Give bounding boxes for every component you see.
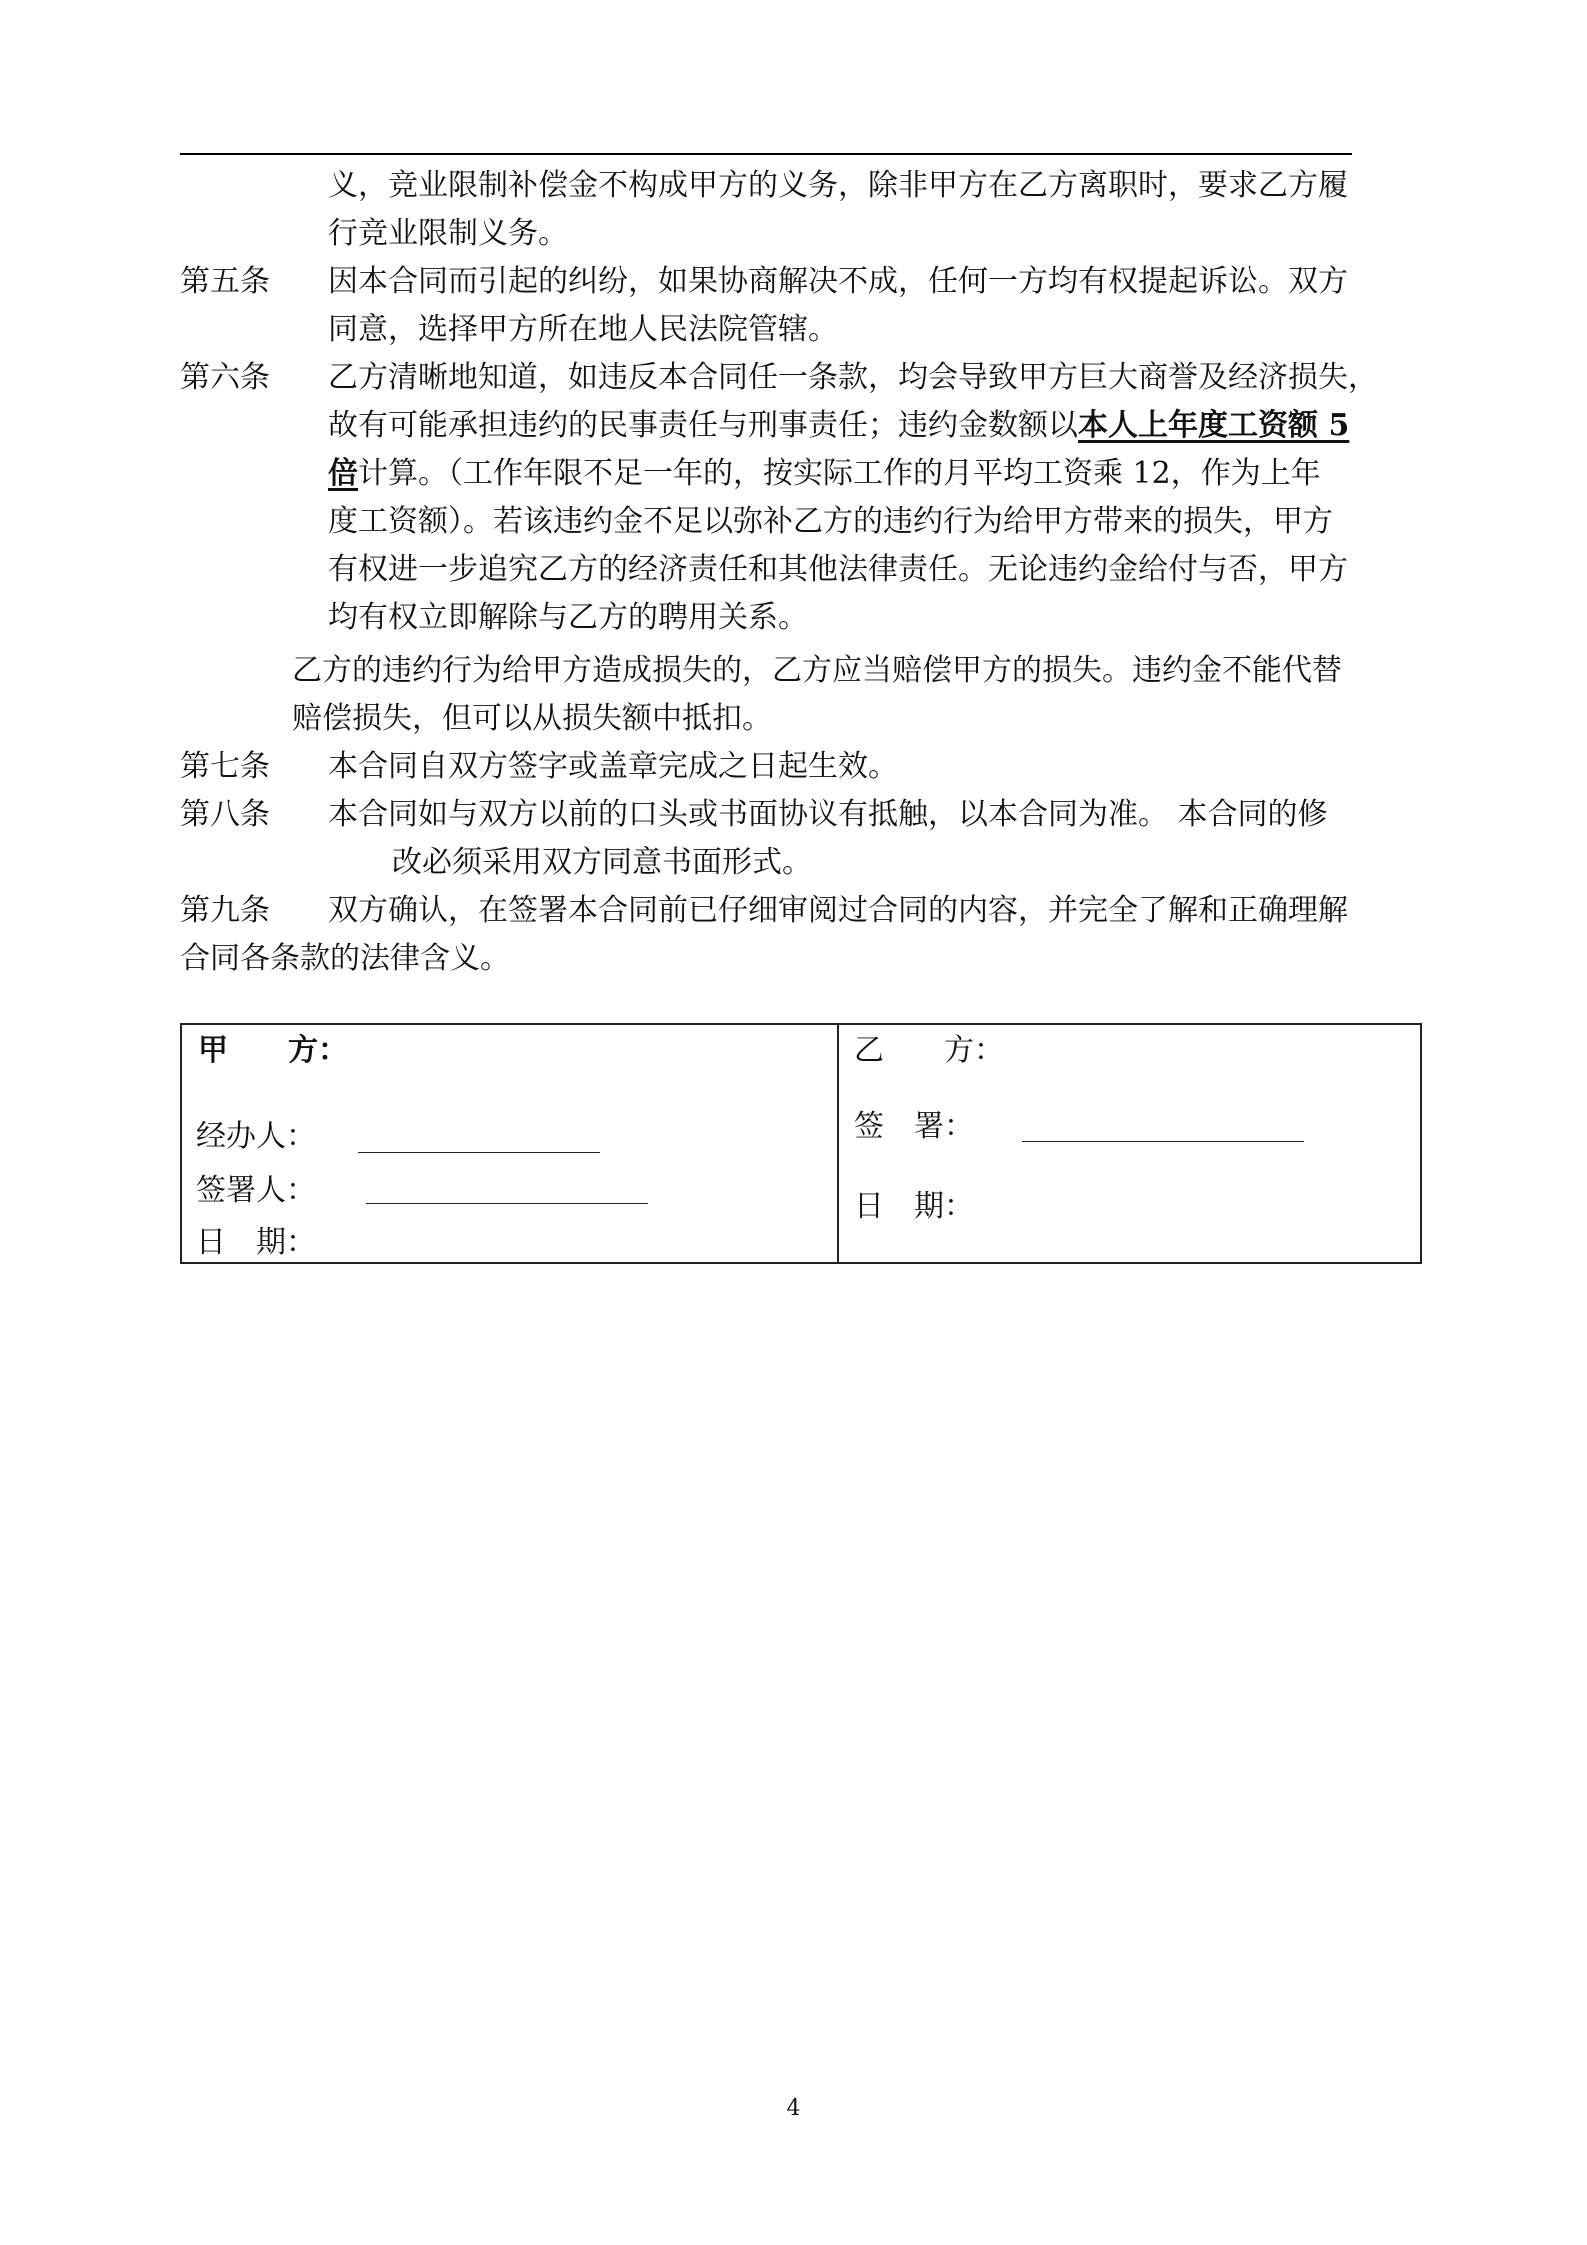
party-b-title: 乙 方： [854, 1033, 1004, 1068]
penalty-amount-emphasis: 本人上年度工资额 5 [1078, 408, 1350, 443]
article-7-label: 第七条 [180, 749, 270, 784]
penalty-multiplier-emphasis: 倍 [328, 456, 358, 491]
article-9-label: 第九条 [180, 893, 270, 928]
article-5-line-2: 同意，选择甲方所在地人民法院管辖。 [328, 312, 838, 347]
party-a-signer-line [366, 1203, 648, 1204]
article-6-line-1: 乙方清晰地知道，如违反本合同任一条款，均会导致甲方巨大商誉及经济损失， [328, 360, 1378, 395]
signature-table-divider [837, 1025, 839, 1262]
article-6-line-5: 有权进一步追究乙方的经济责任和其他法律责任。无论违约金给付与否，甲方 [328, 552, 1348, 587]
party-a-handler-line [358, 1152, 600, 1153]
article-9-line-1: 双方确认，在签署本合同前已仔细审阅过合同的内容，并完全了解和正确理解 [328, 893, 1348, 928]
article-6-line-3-text: 计算。（工作年限不足一年的，按实际工作的月平均工资乘 12，作为上年 [358, 456, 1321, 491]
header-rule [180, 153, 1352, 155]
article-8-line-2: 改必须采用双方同意书面形式。 [392, 845, 812, 880]
party-a-date-label: 日 期： [196, 1225, 316, 1260]
article-6-line-6: 均有权立即解除与乙方的聘用关系。 [328, 600, 808, 635]
article-5-label: 第五条 [180, 264, 270, 299]
article-6-label: 第六条 [180, 360, 270, 395]
party-a-signer-label: 签署人： [196, 1173, 316, 1208]
party-a-handler-label: 经办人： [196, 1119, 316, 1154]
continuation-line-2: 行竞业限制义务。 [328, 216, 568, 251]
party-b-sign-line [1022, 1141, 1304, 1142]
article-7-line-1: 本合同自双方签字或盖章完成之日起生效。 [328, 749, 898, 784]
signature-table [180, 1023, 1422, 1264]
party-b-date-label: 日 期： [854, 1189, 974, 1224]
party-a-title: 甲 方： [198, 1033, 348, 1068]
article-6-para-2-line-2: 赔偿损失，但可以从损失额中抵扣。 [292, 701, 772, 736]
article-6-line-2-text: 故有可能承担违约的民事责任与刑事责任；违约金数额以 [328, 408, 1078, 443]
article-6-para-2-line-1: 乙方的违约行为给甲方造成损失的，乙方应当赔偿甲方的损失。违约金不能代替 [292, 653, 1342, 688]
article-9-line-2: 合同各条款的法律含义。 [180, 941, 510, 976]
article-6-line-3 [328, 454, 1321, 494]
continuation-line-1: 义，竞业限制补偿金不构成甲方的义务，除非甲方在乙方离职时，要求乙方履 [328, 168, 1348, 203]
party-b-sign-label: 签 署： [854, 1109, 974, 1144]
article-6-line-2 [328, 406, 1349, 446]
article-8-label: 第八条 [180, 797, 270, 832]
article-5-line-1: 因本合同而引起的纠纷，如果协商解决不成，任何一方均有权提起诉讼。双方 [328, 264, 1348, 299]
article-8-line-1: 本合同如与双方以前的口头或书面协议有抵触，以本合同为准。 本合同的修 [328, 797, 1328, 832]
page-number: 4 [786, 2096, 801, 2121]
article-6-line-4: 度工资额）。若该违约金不足以弥补乙方的违约行为给甲方带来的损失，甲方 [328, 504, 1333, 539]
